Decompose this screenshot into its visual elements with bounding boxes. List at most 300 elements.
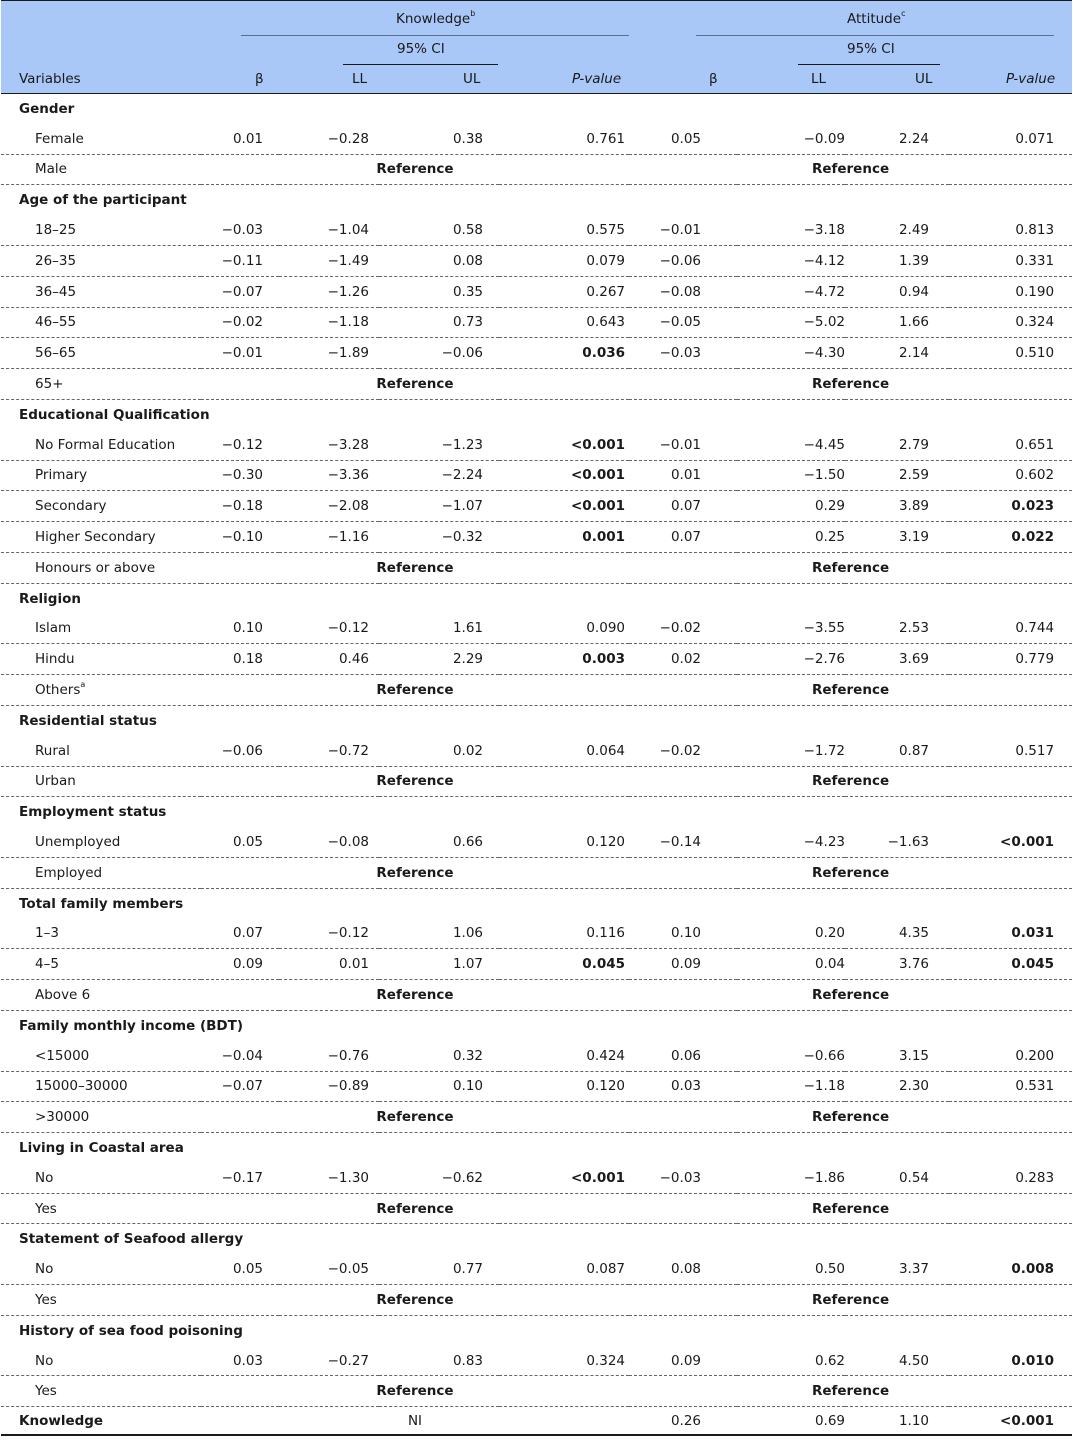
- attitude-ul: 2.30: [845, 1071, 949, 1102]
- knowledge-ci-rule: [343, 64, 498, 65]
- knowledge-ll-header: LL: [352, 71, 368, 87]
- attitude-beta: −0.02: [629, 736, 737, 766]
- attitude-ul: 2.24: [845, 124, 949, 154]
- attitude-beta-header: β: [709, 71, 718, 87]
- knowledge-beta: 0.01: [201, 124, 279, 154]
- attitude-p-value: 0.190: [949, 276, 1072, 307]
- table-row: [1, 491, 1072, 522]
- attitude-p-value: 0.200: [949, 1041, 1072, 1071]
- attitude-ul: 3.69: [845, 644, 949, 675]
- attitude-beta: −0.01: [629, 430, 737, 460]
- knowledge-reference: Reference: [201, 369, 629, 400]
- knowledge-ll: −1.49: [279, 245, 379, 276]
- group-row: [1, 399, 1072, 429]
- knowledge-p-value: 0.087: [499, 1254, 629, 1284]
- attitude-ll: 0.69: [737, 1407, 845, 1436]
- attitude-ll: −4.23: [737, 827, 845, 857]
- knowledge-ul: 1.06: [379, 919, 499, 949]
- attitude-p-value: 0.510: [949, 338, 1072, 369]
- knowledge-p-value: 0.643: [499, 307, 629, 338]
- attitude-ul: 3.37: [845, 1254, 949, 1284]
- group-row: [1, 1224, 1072, 1254]
- table-row: [1, 215, 1072, 245]
- attitude-ll: −0.09: [737, 124, 845, 154]
- table-row: [1, 338, 1072, 369]
- knowledge-ll: −3.36: [279, 460, 379, 491]
- attitude-p-value: 0.045: [949, 949, 1072, 980]
- knowledge-p-value: <0.001: [499, 491, 629, 522]
- attitude-beta: −0.02: [629, 614, 737, 644]
- knowledge-beta: −0.18: [201, 491, 279, 522]
- knowledge-ll: −0.28: [279, 124, 379, 154]
- knowledge-header: Knowledge$^b$: [396, 9, 476, 27]
- row-label: Unemployed: [1, 827, 201, 857]
- knowledge-p-value: 0.120: [499, 827, 629, 857]
- knowledge-ul: −0.62: [379, 1163, 499, 1193]
- table-row: [1, 766, 1072, 797]
- attitude-beta: 0.07: [629, 522, 737, 553]
- attitude-p-value: 0.813: [949, 215, 1072, 245]
- attitude-ci-rule: [798, 64, 940, 65]
- knowledge-p-value: 0.045: [499, 949, 629, 980]
- attitude-p-value: 0.744: [949, 614, 1072, 644]
- knowledge-reference: Reference: [201, 1193, 629, 1224]
- attitude-ll: −1.50: [737, 460, 845, 491]
- knowledge-ll: −3.28: [279, 430, 379, 460]
- attitude-ll: −2.76: [737, 644, 845, 675]
- table-body: [1, 94, 1072, 1436]
- attitude-p-value: 0.651: [949, 430, 1072, 460]
- attitude-p-value: 0.324: [949, 307, 1072, 338]
- group-row: [1, 94, 1072, 124]
- knowledge-p-value: <0.001: [499, 460, 629, 491]
- knowledge-p-value: 0.116: [499, 919, 629, 949]
- knowledge-ll: −1.26: [279, 276, 379, 307]
- table-row: [1, 827, 1072, 857]
- knowledge-reference: Reference: [201, 552, 629, 583]
- row-label: Secondary: [1, 491, 201, 522]
- knowledge-ll: −0.08: [279, 827, 379, 857]
- attitude-ul: 0.87: [845, 736, 949, 766]
- attitude-ll: 0.04: [737, 949, 845, 980]
- attitude-ll: −3.55: [737, 614, 845, 644]
- knowledge-not-included: NI: [201, 1407, 629, 1436]
- table-row: [1, 1163, 1072, 1193]
- row-label: 36–45: [1, 276, 201, 307]
- knowledge-ul-header: UL: [463, 71, 481, 87]
- knowledge-ll: −0.76: [279, 1041, 379, 1071]
- knowledge-ll: −0.12: [279, 614, 379, 644]
- attitude-ll: 0.62: [737, 1346, 845, 1376]
- attitude-beta: 0.01: [629, 460, 737, 491]
- attitude-reference: Reference: [629, 1376, 1072, 1407]
- group-row: [1, 705, 1072, 735]
- attitude-reference: Reference: [629, 766, 1072, 797]
- group-row: [1, 1010, 1072, 1040]
- attitude-p-value: 0.517: [949, 736, 1072, 766]
- table-row: [1, 1407, 1072, 1436]
- attitude-ll: −4.12: [737, 245, 845, 276]
- group-title: Gender: [19, 100, 75, 117]
- row-label: 15000–30000: [1, 1071, 201, 1102]
- attitude-beta: 0.07: [629, 491, 737, 522]
- knowledge-ll: −1.04: [279, 215, 379, 245]
- row-label: 4–5: [1, 949, 201, 980]
- table-row: [1, 522, 1072, 553]
- variables-header: Variables: [19, 71, 81, 87]
- knowledge-p-value: <0.001: [499, 1163, 629, 1193]
- row-label: No Formal Education: [1, 430, 201, 460]
- attitude-p-value: 0.531: [949, 1071, 1072, 1102]
- knowledge-beta: −0.11: [201, 245, 279, 276]
- table-row: [1, 1376, 1072, 1407]
- row-label: <15000: [1, 1041, 201, 1071]
- row-label: Islam: [1, 614, 201, 644]
- attitude-ul: 2.53: [845, 614, 949, 644]
- knowledge-ll: −0.89: [279, 1071, 379, 1102]
- knowledge-ul: −0.06: [379, 338, 499, 369]
- row-label: Honours or above: [1, 552, 201, 583]
- row-label: Female: [1, 124, 201, 154]
- knowledge-beta: −0.04: [201, 1041, 279, 1071]
- attitude-reference: Reference: [629, 154, 1072, 185]
- attitude-beta: −0.03: [629, 338, 737, 369]
- row-label: Primary: [1, 460, 201, 491]
- knowledge-beta: −0.10: [201, 522, 279, 553]
- knowledge-p-value: 0.036: [499, 338, 629, 369]
- knowledge-ci-header: 95% CI: [397, 41, 445, 57]
- knowledge-p-value: 0.424: [499, 1041, 629, 1071]
- knowledge-ll: −1.16: [279, 522, 379, 553]
- knowledge-ul: 2.29: [379, 644, 499, 675]
- attitude-ul: 4.50: [845, 1346, 949, 1376]
- row-label: Yes: [1, 1285, 201, 1316]
- attitude-beta: 0.08: [629, 1254, 737, 1284]
- group-title: Family monthly income (BDT): [19, 1017, 243, 1034]
- row-label: No: [1, 1254, 201, 1284]
- attitude-ul: 0.54: [845, 1163, 949, 1193]
- knowledge-p-value: 0.079: [499, 245, 629, 276]
- row-label: Above 6: [1, 980, 201, 1011]
- row-label: No: [1, 1346, 201, 1376]
- knowledge-beta: −0.02: [201, 307, 279, 338]
- attitude-reference: Reference: [629, 552, 1072, 583]
- row-label: 1–3: [1, 919, 201, 949]
- attitude-beta: 0.06: [629, 1041, 737, 1071]
- group-row: [1, 185, 1072, 215]
- knowledge-ul: 0.58: [379, 215, 499, 245]
- attitude-p-value: 0.031: [949, 919, 1072, 949]
- attitude-rule: [696, 35, 1054, 36]
- knowledge-ul: 0.10: [379, 1071, 499, 1102]
- attitude-ll: 0.50: [737, 1254, 845, 1284]
- knowledge-p-value: 0.267: [499, 276, 629, 307]
- knowledge-ll: −0.72: [279, 736, 379, 766]
- attitude-beta: −0.14: [629, 827, 737, 857]
- attitude-p-value: <0.001: [949, 827, 1072, 857]
- attitude-ll: 0.25: [737, 522, 845, 553]
- knowledge-ll: −1.18: [279, 307, 379, 338]
- knowledge-ll: −0.12: [279, 919, 379, 949]
- knowledge-reference: Reference: [201, 675, 629, 706]
- knowledge-ul: 1.07: [379, 949, 499, 980]
- row-label: 56–65: [1, 338, 201, 369]
- knowledge-p-value: 0.575: [499, 215, 629, 245]
- attitude-beta: −0.08: [629, 276, 737, 307]
- attitude-ll: −0.66: [737, 1041, 845, 1071]
- knowledge-beta: 0.18: [201, 644, 279, 675]
- knowledge-reference: Reference: [201, 154, 629, 185]
- row-label: Hindu: [1, 644, 201, 675]
- attitude-ul: 3.15: [845, 1041, 949, 1071]
- attitude-ul: 2.59: [845, 460, 949, 491]
- attitude-ll: −5.02: [737, 307, 845, 338]
- group-title: Religion: [19, 590, 81, 607]
- group-title: Total family members: [19, 895, 184, 912]
- attitude-ul: 1.10: [845, 1407, 949, 1436]
- attitude-ul: 0.94: [845, 276, 949, 307]
- attitude-beta: −0.06: [629, 245, 737, 276]
- table-row: [1, 675, 1072, 706]
- attitude-beta: 0.26: [629, 1407, 737, 1436]
- table-row: [1, 1102, 1072, 1133]
- attitude-ll: −3.18: [737, 215, 845, 245]
- table-row: [1, 552, 1072, 583]
- knowledge-beta: 0.03: [201, 1346, 279, 1376]
- attitude-ll: −4.30: [737, 338, 845, 369]
- attitude-beta: 0.09: [629, 1346, 737, 1376]
- table-row: [1, 245, 1072, 276]
- knowledge-beta: −0.03: [201, 215, 279, 245]
- row-label: No: [1, 1163, 201, 1193]
- attitude-ci-header: 95% CI: [847, 41, 895, 57]
- attitude-p-value: 0.023: [949, 491, 1072, 522]
- attitude-p-value: 0.071: [949, 124, 1072, 154]
- table-row: [1, 1071, 1072, 1102]
- group-title: Age of the participant: [19, 192, 187, 209]
- table-row: [1, 124, 1072, 154]
- knowledge-p-header: P-value: [572, 71, 622, 87]
- table-row: [1, 430, 1072, 460]
- knowledge-p-value: 0.001: [499, 522, 629, 553]
- knowledge-beta: 0.07: [201, 919, 279, 949]
- knowledge-beta: 0.05: [201, 1254, 279, 1284]
- attitude-p-header: P-value: [1006, 71, 1056, 87]
- group-title: Living in Coastal area: [19, 1139, 184, 1156]
- table-row: [1, 1285, 1072, 1316]
- knowledge-ll: −1.89: [279, 338, 379, 369]
- knowledge-p-value: 0.064: [499, 736, 629, 766]
- row-label: Urban: [1, 766, 201, 797]
- table-row: [1, 644, 1072, 675]
- attitude-reference: Reference: [629, 369, 1072, 400]
- knowledge-reference: Reference: [201, 980, 629, 1011]
- attitude-p-value: 0.022: [949, 522, 1072, 553]
- knowledge-ll: −0.27: [279, 1346, 379, 1376]
- knowledge-ll: 0.46: [279, 644, 379, 675]
- row-label: 46–55: [1, 307, 201, 338]
- attitude-p-value: 0.779: [949, 644, 1072, 675]
- attitude-ll: −1.18: [737, 1071, 845, 1102]
- group-title: Educational Qualification: [19, 406, 210, 423]
- regression-table: [1, 0, 1072, 1436]
- attitude-reference: Reference: [629, 675, 1072, 706]
- attitude-ul: 3.19: [845, 522, 949, 553]
- attitude-p-value: 0.010: [949, 1346, 1072, 1376]
- table-row: [1, 614, 1072, 644]
- attitude-reference: Reference: [629, 857, 1072, 888]
- row-label: Rural: [1, 736, 201, 766]
- table-row: [1, 307, 1072, 338]
- attitude-ul: 1.39: [845, 245, 949, 276]
- table-row: [1, 857, 1072, 888]
- knowledge-ul: 0.73: [379, 307, 499, 338]
- knowledge-beta: −0.12: [201, 430, 279, 460]
- table-row: [1, 980, 1072, 1011]
- knowledge-reference: Reference: [201, 1102, 629, 1133]
- row-label: 26–35: [1, 245, 201, 276]
- row-label: >30000: [1, 1102, 201, 1133]
- attitude-ul: 4.35: [845, 919, 949, 949]
- attitude-reference: Reference: [629, 1193, 1072, 1224]
- table-row: [1, 736, 1072, 766]
- attitude-ll: 0.29: [737, 491, 845, 522]
- knowledge-ul: −0.32: [379, 522, 499, 553]
- table-row: [1, 1346, 1072, 1376]
- table-row: [1, 276, 1072, 307]
- group-row: [1, 583, 1072, 613]
- knowledge-p-value: 0.003: [499, 644, 629, 675]
- group-title: Employment status: [19, 804, 167, 821]
- attitude-ul: −1.63: [845, 827, 949, 857]
- knowledge-ll: −2.08: [279, 491, 379, 522]
- knowledge-ul: 0.08: [379, 245, 499, 276]
- knowledge-beta: 0.05: [201, 827, 279, 857]
- knowledge-reference: Reference: [201, 766, 629, 797]
- attitude-ll: 0.20: [737, 919, 845, 949]
- knowledge-beta: 0.10: [201, 614, 279, 644]
- knowledge-beta-header: β: [255, 71, 264, 87]
- knowledge-p-value: <0.001: [499, 430, 629, 460]
- attitude-p-value: 0.331: [949, 245, 1072, 276]
- row-label: Knowledge: [1, 1407, 201, 1436]
- row-label: 65+: [1, 369, 201, 400]
- attitude-ll: −1.72: [737, 736, 845, 766]
- table-row: [1, 369, 1072, 400]
- knowledge-beta: 0.09: [201, 949, 279, 980]
- attitude-beta: −0.01: [629, 215, 737, 245]
- knowledge-ul: −1.07: [379, 491, 499, 522]
- knowledge-p-value: 0.761: [499, 124, 629, 154]
- knowledge-ll: 0.01: [279, 949, 379, 980]
- knowledge-ul: −2.24: [379, 460, 499, 491]
- attitude-p-value: 0.283: [949, 1163, 1072, 1193]
- attitude-ll-header: LL: [811, 71, 827, 87]
- group-title: Statement of Seafood allergy: [19, 1231, 244, 1248]
- knowledge-ul: 0.32: [379, 1041, 499, 1071]
- group-row: [1, 1133, 1072, 1163]
- knowledge-beta: −0.30: [201, 460, 279, 491]
- attitude-reference: Reference: [629, 1285, 1072, 1316]
- knowledge-beta: −0.17: [201, 1163, 279, 1193]
- knowledge-ul: 0.02: [379, 736, 499, 766]
- attitude-beta: 0.02: [629, 644, 737, 675]
- knowledge-reference: Reference: [201, 1285, 629, 1316]
- knowledge-reference: Reference: [201, 857, 629, 888]
- table-row: [1, 1193, 1072, 1224]
- row-label: Yes: [1, 1193, 201, 1224]
- knowledge-p-value: 0.324: [499, 1346, 629, 1376]
- attitude-ll: −1.86: [737, 1163, 845, 1193]
- attitude-p-value: 0.008: [949, 1254, 1072, 1284]
- knowledge-ul: 0.83: [379, 1346, 499, 1376]
- knowledge-beta: −0.07: [201, 1071, 279, 1102]
- knowledge-beta: −0.01: [201, 338, 279, 369]
- table-row: [1, 1254, 1072, 1284]
- attitude-ul: 2.79: [845, 430, 949, 460]
- attitude-ul: 3.89: [845, 491, 949, 522]
- row-label: Male: [1, 154, 201, 185]
- attitude-beta: 0.05: [629, 124, 737, 154]
- attitude-p-value: 0.602: [949, 460, 1072, 491]
- attitude-ul: 2.49: [845, 215, 949, 245]
- footnote-marker: a: [80, 680, 86, 690]
- attitude-header: Attitude$^c$: [847, 9, 906, 27]
- row-label: Employed: [1, 857, 201, 888]
- knowledge-ul: 0.77: [379, 1254, 499, 1284]
- attitude-ul: 3.76: [845, 949, 949, 980]
- attitude-beta: −0.05: [629, 307, 737, 338]
- table-header: [1, 0, 1072, 94]
- attitude-beta: 0.10: [629, 919, 737, 949]
- attitude-p-value: <0.001: [949, 1407, 1072, 1436]
- knowledge-ll: −0.05: [279, 1254, 379, 1284]
- table-row: [1, 1041, 1072, 1071]
- knowledge-rule: [241, 35, 629, 36]
- knowledge-beta: −0.07: [201, 276, 279, 307]
- row-label: 18–25: [1, 215, 201, 245]
- knowledge-ll: −1.30: [279, 1163, 379, 1193]
- knowledge-p-value: 0.090: [499, 614, 629, 644]
- attitude-beta: −0.03: [629, 1163, 737, 1193]
- knowledge-ul: 0.38: [379, 124, 499, 154]
- knowledge-ul: −1.23: [379, 430, 499, 460]
- attitude-beta: 0.03: [629, 1071, 737, 1102]
- row-label: Others$^a$: [1, 675, 201, 706]
- attitude-beta: 0.09: [629, 949, 737, 980]
- table-row: [1, 949, 1072, 980]
- attitude-ll: −4.72: [737, 276, 845, 307]
- table-row: [1, 154, 1072, 185]
- attitude-reference: Reference: [629, 980, 1072, 1011]
- table-row: [1, 460, 1072, 491]
- knowledge-beta: −0.06: [201, 736, 279, 766]
- row-label: Yes: [1, 1376, 201, 1407]
- attitude-ll: −4.45: [737, 430, 845, 460]
- knowledge-p-value: 0.120: [499, 1071, 629, 1102]
- attitude-ul-header: UL: [915, 71, 933, 87]
- group-row: [1, 797, 1072, 827]
- knowledge-reference: Reference: [201, 1376, 629, 1407]
- group-title: Residential status: [19, 712, 157, 729]
- knowledge-ul: 0.35: [379, 276, 499, 307]
- row-label: Higher Secondary: [1, 522, 201, 553]
- knowledge-ul: 1.61: [379, 614, 499, 644]
- group-row: [1, 888, 1072, 918]
- table-row: [1, 919, 1072, 949]
- attitude-ul: 1.66: [845, 307, 949, 338]
- attitude-reference: Reference: [629, 1102, 1072, 1133]
